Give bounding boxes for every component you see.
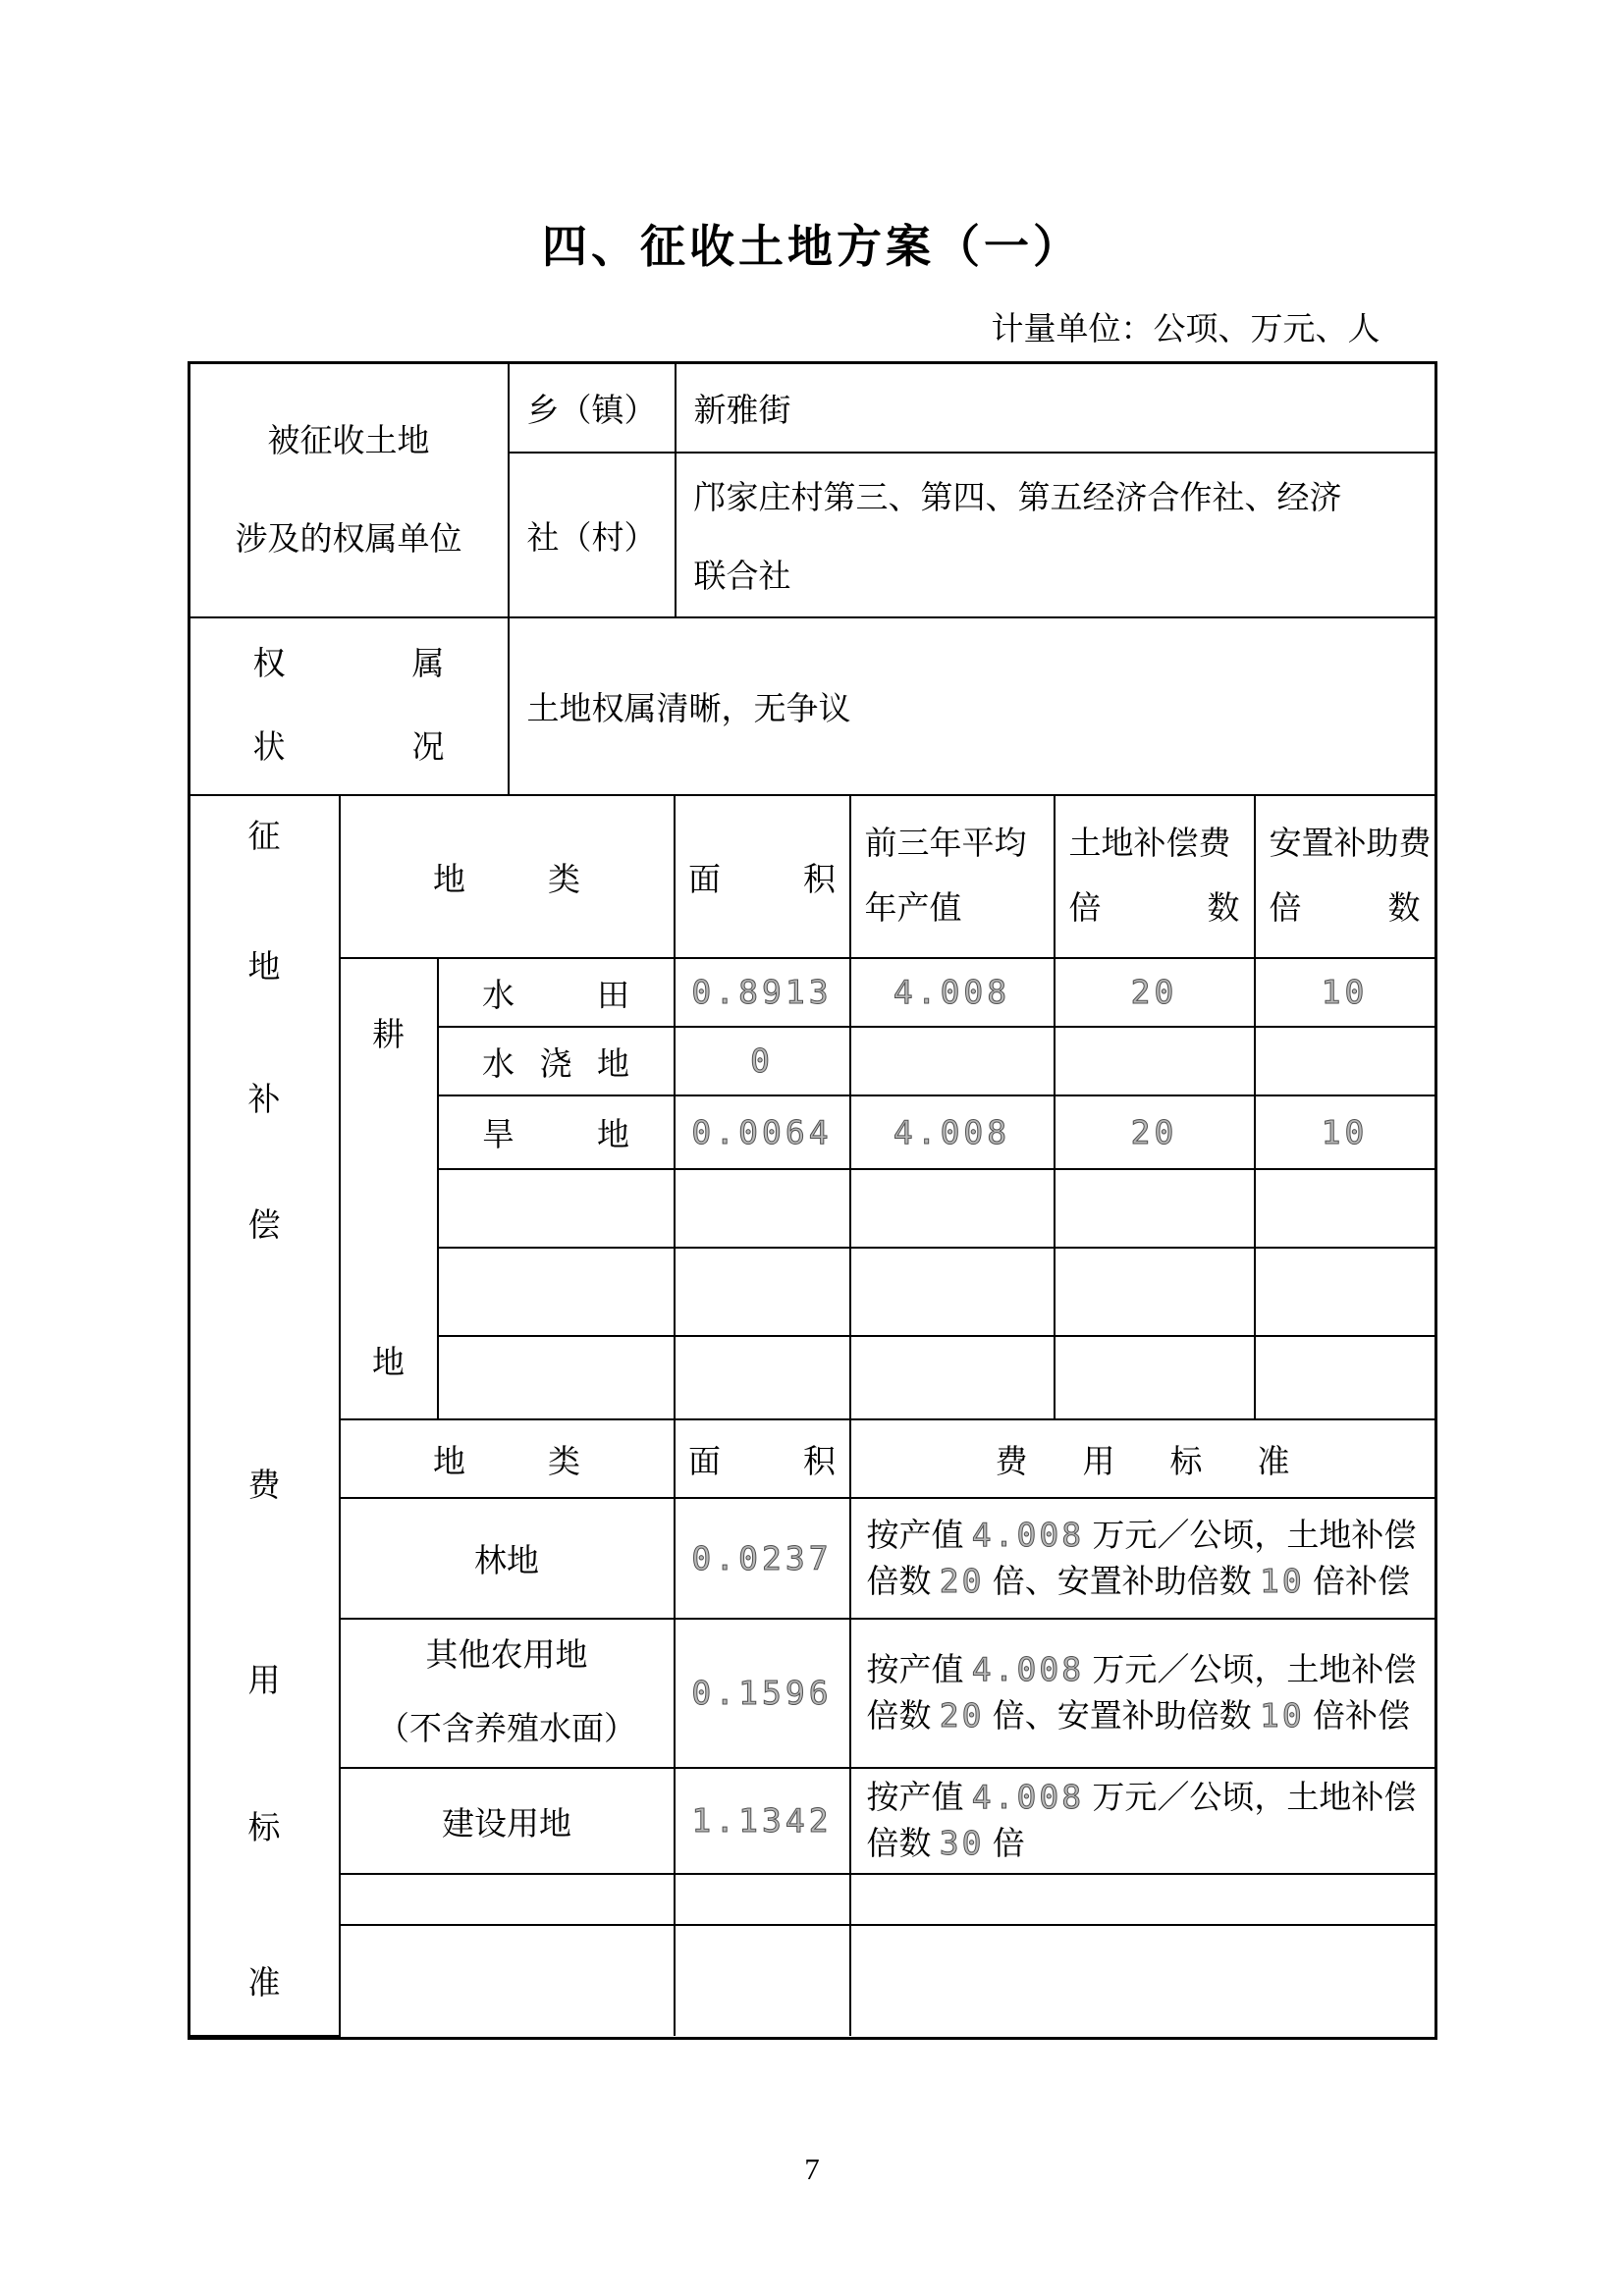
township-label-cell: 乡（镇）	[509, 364, 676, 453]
row-irrigated-area: 0	[675, 1027, 850, 1095]
row-other-farm-standard: 按产值 4.008 万元／公顷，土地补偿倍数 20 倍、安置补助倍数 10 倍补偿	[850, 1619, 1435, 1768]
subheader-standard: 费用标准	[850, 1419, 1435, 1498]
row-construction-area: 1.1342	[675, 1768, 850, 1874]
page-number: 7	[804, 2152, 820, 2186]
side-char-3: 补	[247, 1083, 281, 1118]
row-paddy-resettle-multiple: 10	[1255, 958, 1435, 1027]
header-output: 前三年平均 年产值	[850, 796, 1055, 958]
cultivated-land-label	[340, 958, 438, 1419]
row-construction-type: 建设用地	[340, 1768, 675, 1874]
row-irrigated-resettle-multiple	[1255, 1027, 1435, 1095]
row-paddy-type: 水田	[438, 958, 675, 1027]
side-char-7: 标	[247, 1811, 281, 1846]
row-dry-output: 4.008	[850, 1095, 1055, 1169]
tenure-value-cell: 土地权属清晰，无争议	[509, 618, 1435, 795]
row-dry-land-multiple: 20	[1055, 1095, 1255, 1169]
village-value-cell: 邝家庄村第三、第四、第五经济合作社、经济联合社	[676, 453, 1435, 617]
row-irrigated-output	[850, 1027, 1055, 1095]
tenure-section	[190, 618, 1435, 796]
row-other-farm-type: 其他农用地 （不含养殖水面）	[340, 1619, 675, 1768]
subheader-area: 面积	[675, 1419, 850, 1498]
ownership-label-line2: 涉及的权属单位	[235, 521, 462, 558]
row-dry-resettle-multiple: 10	[1255, 1095, 1435, 1169]
side-char-8: 准	[247, 1966, 281, 2002]
land-acquisition-table	[188, 361, 1437, 2040]
header-resettle-fee: 安置补助费 倍数	[1255, 796, 1435, 958]
side-char-5: 费	[247, 1468, 281, 1504]
row-irrigated-land-multiple	[1055, 1027, 1255, 1095]
empty-row	[190, 1874, 1435, 1925]
row-forest-type: 林地	[340, 1498, 675, 1619]
row-forest-standard: 按产值 4.008 万元／公顷，土地补偿倍数 20 倍、安置补助倍数 10 倍补偿	[850, 1498, 1435, 1619]
side-char-2: 地	[247, 950, 281, 986]
row-irrigated-type: 水浇地	[438, 1027, 675, 1095]
page-title: 四、征收土地方案（一）	[542, 221, 1082, 272]
tenure-label-line1: 权属	[252, 646, 445, 682]
village-label-cell: 社（村）	[509, 453, 676, 617]
tenure-label-cell	[190, 618, 509, 795]
row-paddy-output: 4.008	[850, 958, 1055, 1027]
side-char-1: 征	[247, 820, 281, 855]
township-value-cell: 新雅街	[676, 364, 1435, 453]
row-construction-standard: 按产值 4.008 万元／公顷，土地补偿倍数 30 倍	[850, 1768, 1435, 1874]
header-land-fee: 土地补偿费 倍数	[1055, 796, 1255, 958]
row-paddy-land-multiple: 20	[1055, 958, 1255, 1027]
ownership-section	[190, 364, 1435, 618]
row-other-farm-area: 0.1596	[675, 1619, 850, 1768]
header-land-class: 地类	[340, 796, 675, 958]
empty-row	[190, 1925, 1435, 2036]
crop-char-2: 地	[372, 1346, 405, 1381]
side-vertical-label	[190, 796, 340, 2036]
subheader-land-class: 地类	[340, 1419, 675, 1498]
row-dry-area: 0.0064	[675, 1095, 850, 1169]
ownership-label-cell	[190, 364, 509, 617]
tenure-label-line2: 状况	[252, 729, 445, 766]
row-dry-type: 旱地	[438, 1095, 675, 1169]
compensation-section	[190, 796, 1435, 2037]
crop-char-1: 耕	[372, 1018, 405, 1053]
unit-note: 计量单位：公项、万元、人	[991, 312, 1380, 347]
row-paddy-area: 0.8913	[675, 958, 850, 1027]
row-forest-area: 0.0237	[675, 1498, 850, 1619]
side-char-4: 偿	[247, 1208, 281, 1244]
header-area: 面积	[675, 796, 850, 958]
side-char-6: 用	[247, 1664, 281, 1699]
ownership-label-line1: 被征收土地	[267, 423, 430, 459]
